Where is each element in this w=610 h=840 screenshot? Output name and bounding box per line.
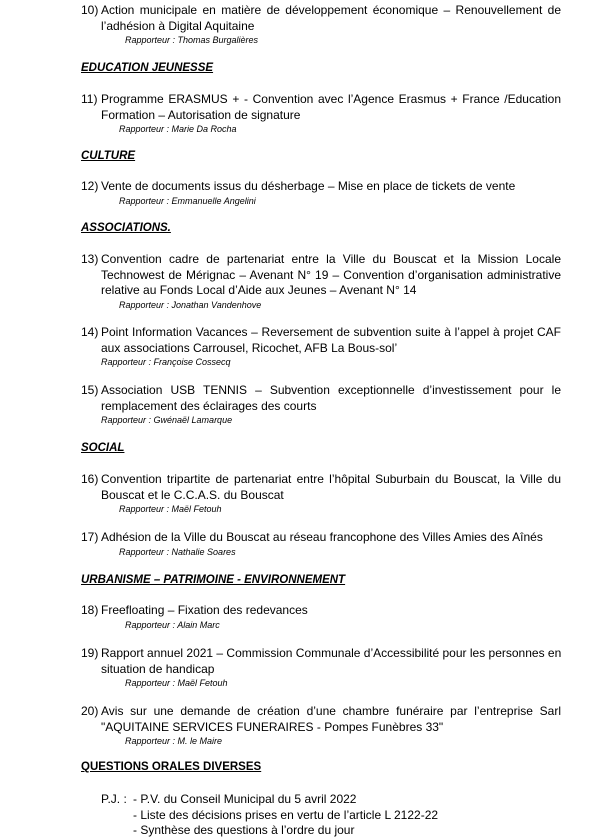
item-number: 13) [81, 252, 99, 266]
agenda-item-14 [81, 325, 561, 368]
item-text-line: Action municipale en matière de développement économique – Renouvellement de [101, 3, 561, 17]
agenda-item-13 [81, 252, 561, 311]
section-heading-social: SOCIAL [81, 442, 125, 454]
section-heading-education: EDUCATION JEUNESSE [81, 62, 214, 74]
rapporteur: Rapporteur : M. le Maire [125, 736, 223, 746]
item-text-line: Formation – Autorisation de signature [101, 107, 301, 122]
rapporteur: Rapporteur : Maël Fetouh [125, 678, 228, 688]
rapporteur: Rapporteur : Emmanuelle Angelini [119, 195, 256, 206]
agenda-item-20 [81, 704, 561, 747]
section-heading-associations: ASSOCIATIONS. [81, 222, 171, 234]
item-number: 19) [81, 646, 99, 660]
attachment-item: - P.V. du Conseil Municipal du 5 avril 2022 [133, 792, 357, 806]
rapporteur: Rapporteur : Nathalie Soares [119, 546, 236, 557]
attachment-item: - Synthèse des questions à l’ordre du jour [133, 823, 355, 837]
item-text-line: Vente de documents issus du désherbage – Mise en place de tickets de vente [101, 179, 516, 193]
section-heading-culture: CULTURE [81, 150, 136, 162]
item-number: 20) [81, 704, 99, 718]
attachments-label: P.J. : [101, 792, 127, 806]
item-text-line: Bouscat et le C.C.A.S. du Bouscat [101, 487, 284, 502]
agenda-item-15 [81, 383, 561, 426]
item-number: 11) [81, 92, 98, 106]
agenda-item-12 [81, 179, 561, 207]
rapporteur: Rapporteur : Jonathan Vandenhove [119, 299, 262, 310]
item-text-line: remplacement des éclairages des courts [101, 398, 317, 413]
section-heading-questions: QUESTIONS ORALES DIVERSES [81, 761, 262, 773]
rapporteur: Rapporteur : Thomas Burgalières [125, 35, 259, 45]
rapporteur: Rapporteur : Maël Fetouh [119, 504, 222, 514]
rapporteur: Rapporteur : Gwénaël Lamarque [101, 415, 233, 425]
rapporteur: Rapporteur : Françoise Cossecq [101, 357, 231, 367]
item-number: 15) [81, 383, 99, 397]
rapporteur: Rapporteur : Marie Da Rocha [119, 124, 237, 134]
item-text-line: Convention tripartite de partenariat entre l’hôpital Suburbain du Bouscat, la Ville du [101, 472, 561, 486]
item-number: 16) [81, 472, 99, 486]
item-text-line: Point Information Vacances – Reversement de subvention suite à l’appel à projet CAF [101, 325, 561, 339]
agenda-item-11 [81, 92, 561, 135]
rapporteur: Rapporteur : Alain Marc [125, 619, 220, 630]
item-number: 18) [81, 603, 99, 617]
agenda-item-19 [81, 646, 561, 689]
item-text-line: Adhésion de la Ville du Bouscat au réseau francophone des Villes Amies des Aînés [101, 530, 543, 544]
item-text-line: Rapport annuel 2021 – Commission Communale d’Accessibilité pour les personnes en [101, 646, 562, 660]
item-number: 12) [81, 179, 99, 193]
attachment-item: - Liste des décisions prises en vertu de l’article L 2122-22 [133, 807, 439, 822]
item-number: 10) [81, 3, 99, 17]
section-heading-urbanisme: URBANISME – PATRIMOINE - ENVIRONNEMENT [81, 574, 346, 586]
item-text-line: Programme ERASMUS + - Convention avec l’Agence Erasmus + France /Education [101, 92, 561, 106]
item-number: 17) [81, 530, 99, 544]
agenda-item-18 [81, 603, 561, 631]
item-text-line: Avis sur une demande de création d’une chambre funéraire par l’entreprise Sarl [101, 704, 561, 718]
agenda-item-16 [81, 472, 561, 515]
item-text-line: Freefloating – Fixation des redevances [101, 603, 308, 617]
item-text-line: Convention cadre de partenariat entre la Ville du Bouscat et la Mission Locale [101, 252, 561, 266]
item-text-line: aux associations Carrousel, Ricochet, AFB La Bous-sol’ [101, 340, 398, 355]
agenda-item-17 [81, 530, 561, 558]
item-text-line: l’adhésion à Digital Aquitaine [101, 18, 255, 33]
attachments-list [133, 792, 438, 839]
item-text-line: Association USB TENNIS – Subvention exceptionnelle d’investissement pour le [101, 383, 561, 397]
agenda-item-10 [81, 3, 561, 46]
item-text-line: relative au Fonds Local d’Aide aux Jeunes – Avenant N° 14 [101, 283, 417, 297]
item-text-line: situation de handicap [101, 661, 215, 676]
item-text-line: "AQUITAINE SERVICES FUNERAIRES - Pompes Funèbres 33" [101, 719, 444, 734]
item-number: 14) [81, 325, 99, 339]
item-text-line: Technowest de Mérignac – Avenant N° 19 – Convention d’organisation administrative [101, 267, 561, 282]
